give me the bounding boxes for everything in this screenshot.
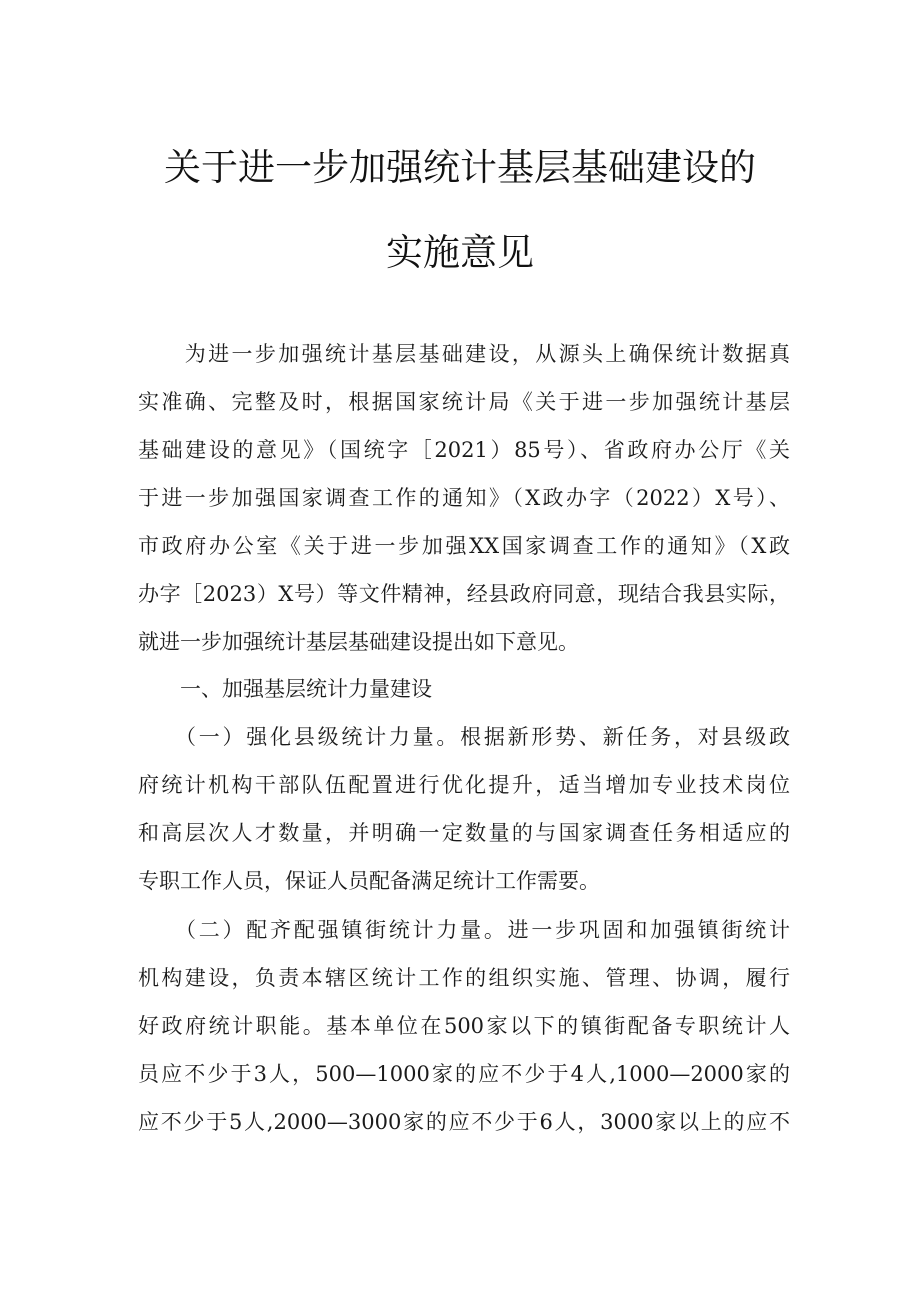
paragraph-line: 于进一步加强国家调查工作的通知》（X政办字（2022）X号）、 <box>138 486 790 510</box>
paragraph-line: （二）配齐配强镇街统计力量。进一步巩固和加强镇街统计 <box>138 918 790 942</box>
paragraph-line: 机构建设，负责本辖区统计工作的组织实施、管理、协调，履行 <box>138 966 790 990</box>
paragraph-line: 应不少于5人,2000—3000家的应不少于6人，3000家以上的应不 <box>138 1110 790 1134</box>
item-two-paragraph <box>138 906 790 1146</box>
paragraph-line: （一）强化县级统计力量。根据新形势、新任务，对县级政 <box>138 725 790 749</box>
paragraph-line: 市政府办公室《关于进一步加强XX国家调查工作的通知》（X政 <box>138 534 790 558</box>
paragraph-line: 府统计机构干部队伍配置进行优化提升，适当增加专业技术岗位 <box>138 773 790 797</box>
paragraph-line: 和高层次人才数量，并明确一定数量的与国家调查任务相适应的 <box>138 821 790 845</box>
paragraph-line: 基础建设的意见》（国统字［2021）85号）、省政府办公厅《关 <box>138 438 790 462</box>
paragraph-line: 员应不少于3人，500—1000家的应不少于4人,1000—2000家的 <box>138 1062 790 1086</box>
intro-paragraph <box>138 330 790 666</box>
paragraph-line: 办字［2023）X号）等文件精神，经县政府同意，现结合我县实际， <box>138 582 790 606</box>
section-heading-text: 一、加强基层统计力量建设 <box>138 677 432 701</box>
paragraph-line: 为进一步加强统计基层基础建设，从源头上确保统计数据真 <box>138 342 790 366</box>
document-title-line-2: 实施意见 <box>386 231 534 274</box>
paragraph-line: 就进一步加强统计基层基础建设提出如下意见。 <box>138 630 579 654</box>
paragraph-line: 专职工作人员，保证人员配备满足统计工作需要。 <box>138 869 600 893</box>
document-title-line-1: 关于进一步加强统计基层基础建设的 <box>164 146 756 189</box>
paragraph-line: 实准确、完整及时，根据国家统计局《关于进一步加强统计基层 <box>138 390 790 414</box>
paragraph-line: 好政府统计职能。基本单位在500家以下的镇街配备专职统计人 <box>138 1014 790 1038</box>
section-heading <box>138 665 790 713</box>
item-one-paragraph <box>138 713 790 905</box>
